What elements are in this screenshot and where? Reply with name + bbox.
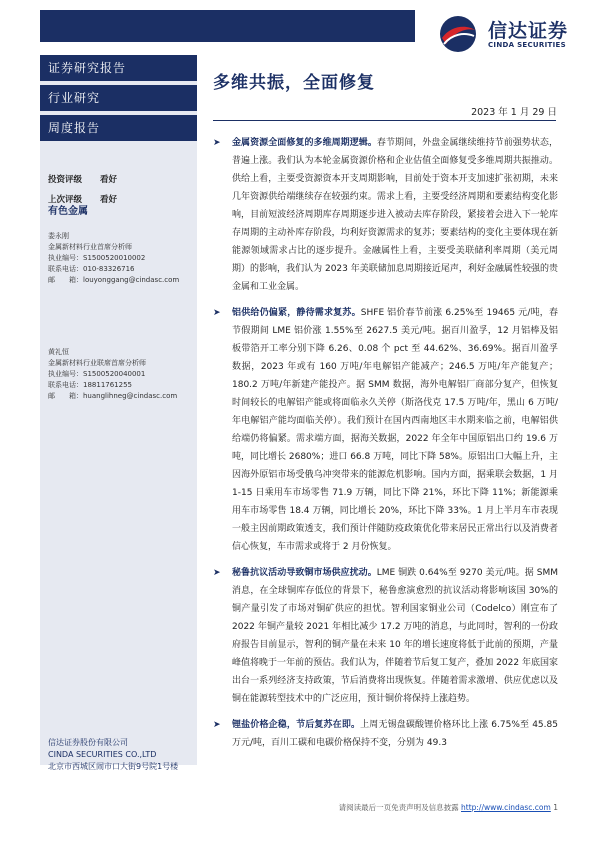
company-name-en: CINDA SECURITIES CO.,LTD: [48, 750, 157, 759]
analyst-phone: 联系电话：010-83326716: [48, 265, 135, 273]
rating-value: 看好: [100, 175, 118, 185]
sidebar: [40, 55, 197, 771]
paragraph-body: LME 铜跌 0.64%至 9270 美元/吨。据 SMM 消息，在全球铜库存低位的背景下，秘鲁愈演愈烈的抗议活动将影响该国 30%的铜产量引发了市场对铜矿供应的担忧。智利国家铜业公司（Codelco）刚宣布了 2022 年铜产量较 2021 年相比减少 17.2 万吨的消息，与此同时，智利的一份政府报告目前显示，智利的铜产量在未来 10 年的增长速度将低于此前的预期，产量峰值将晚于一年前的预估。我们认为，伴随着节后复工复产，叠加 2022 年底国家出台一系列经济支持政策，节后消费将出现恢复。伴随着需求激增、供应优虑以及铜在能源转型技术中的广泛应用，预计铜价将保持上涨趋势。: [232, 568, 558, 704]
analyst-cert: 执业编号：S1500520010002: [48, 254, 146, 262]
rating-label: 上次评级: [48, 195, 83, 205]
analyst-title: 金属新材料行业联席首席分析师: [48, 359, 146, 367]
paragraph-body: 上周无锡盘碳酸锂价格环比上涨 6.75%至 45.85 万元/吨，百川工碳和电碳价格保持不变，分别为 49.3: [232, 720, 558, 748]
report-date: 2023 年 1 月 29 日: [471, 107, 557, 118]
company-info: [48, 737, 198, 773]
analyst-phone: 联系电话：18811761255: [48, 381, 132, 389]
sidebar-label-industry-research: 行业研究: [40, 85, 197, 111]
sidebar-label-weekly-report: 周度报告: [40, 115, 197, 141]
logo-text-cn: 信达证券: [488, 20, 569, 42]
analyst-name: 黄礼恒: [48, 348, 69, 356]
paragraph: [213, 304, 558, 556]
paragraph-lead: 铝供给仍偏紧，静待需求复苏。: [232, 308, 361, 318]
paragraph-lead: 锂盐价格企稳，节后复苏在即。: [232, 720, 361, 730]
report-title: 多维共振，全面修复: [213, 73, 375, 93]
company-address: 北京市西城区闹市口大街9号院1号楼: [48, 762, 179, 771]
rating-value: 看好: [100, 195, 118, 205]
report-body: [213, 134, 558, 790]
company-logo: [438, 14, 569, 54]
top-banner: [40, 10, 415, 42]
industry-name: 有色金属: [48, 206, 88, 217]
divider: [213, 120, 556, 121]
page-number: 1: [553, 803, 558, 812]
rating-current: [48, 173, 118, 185]
disclaimer-note: 请阅读最后一页免责声明及信息披露: [338, 803, 459, 812]
paragraph: [213, 716, 558, 752]
website-link[interactable]: http://www.cindasc.com: [461, 803, 551, 812]
analyst-title: 金属新材料行业首席分析师: [48, 243, 132, 251]
analyst-email[interactable]: 邮 箱：huanglihneg@cindasc.com: [48, 392, 178, 400]
analyst-card: [48, 347, 177, 402]
paragraph-body: 春节期间，外盘金属继续维持节前强势状态，普遍上涨。我们认为本轮金属资源价格和企业估值全面修复受多维周期共振推动。供给上看，主要受资源资本开支周期影响，目前处于资本开支加速扩张初期，未来几年资源供给端继续存在较强约束。需求上看，主要受经济周期和要素结构变化影响，目前短波经济周期库存周期逐步进入被动去库存阶段，紧接着会进入下一轮库存周期的主动补库存阶段，均利好资源需求的复苏；要素结构的变化主要体现在新能源领域需求占比的逐步提升。金融属性上看，主要受美联储利率周期（美元周期）的影响，我们认为 2023 年美联储加息周期接近尾声，利好金融属性较强的贵金属和工业金属。: [232, 138, 558, 292]
arrow-bullet-icon: ➤: [213, 308, 221, 318]
company-name-cn: 信达证券股份有限公司: [48, 738, 128, 747]
paragraph: [213, 134, 558, 296]
sidebar-label-research-report: 证券研究报告: [40, 55, 197, 81]
arrow-bullet-icon: ➤: [213, 138, 221, 148]
paragraph: [213, 564, 558, 708]
paragraph-body: SHFE 铝价春节前涨 6.25%至 19465 元/吨，春节假期间 LME 铝价涨 1.55%至 2627.5 美元/吨。据百川盈孚，12 月铝棒及铝板带箔开工率分别下降 6.26、0.08 个 pct 至 44.62%、36.69%。据百川盈孚数据，2023 年或有 160 万吨/年电解铝产能减产；246.5 万吨/年产能复产；180.2 万吨/年新建产能投产。据 SMM 数据，海外电解铝厂商部分复产，但恢复时间较长的电解铝产能或将面临永久关停（斯洛伐克 17.5 万吨/年，黑山 6 万吨/年电解铝产能均面临关停）。我们预计在国内西南地区丰水期来临之前，电解铝供给端仍将偏紧。需求端方面，据海关数据，2022 年全年中国原铝出口约 19.6 万吨，同比增长 2680%；进口 66.8 万吨，同比下降 58%。原铝出口大幅上升，主因海外原铝市场受俄乌冲突带来的能源危机影响。国内方面，据乘联会数据，1 月 1-15 日乘用车市场零售 71.9 万辆，同比下降 21%，环比下降 11%；新能源乘用车市场零售 18.4 万辆，同比增长 20%，环比下降 33%。1 月上半月车市表现一般主因前期政策透支，我们预计伴随防疫政策优化带来居民正常出行以及消费者信心恢复，车市需求或将于 2 月份恢复。: [232, 308, 558, 552]
rating-label: 投资评级: [48, 175, 83, 185]
paragraph-lead: 金属资源全面修复的多维周期逻辑。: [232, 138, 377, 148]
logo-text-en: CINDA SECURITIES: [488, 41, 566, 49]
arrow-bullet-icon: ➤: [213, 720, 221, 730]
analyst-card: [48, 231, 179, 286]
arrow-bullet-icon: ➤: [213, 568, 221, 578]
rating-previous: [48, 193, 118, 205]
analyst-name: 娄永刚: [48, 232, 69, 240]
page-footer: [213, 802, 558, 813]
analyst-cert: 执业编号：S1500520040001: [48, 370, 146, 378]
logo-mark-icon: [438, 14, 478, 54]
analyst-email[interactable]: 邮 箱：louyonggang@cindasc.com: [48, 276, 180, 284]
paragraph-lead: 秘鲁抗议活动导致铜市场供应扰动。: [232, 568, 377, 578]
